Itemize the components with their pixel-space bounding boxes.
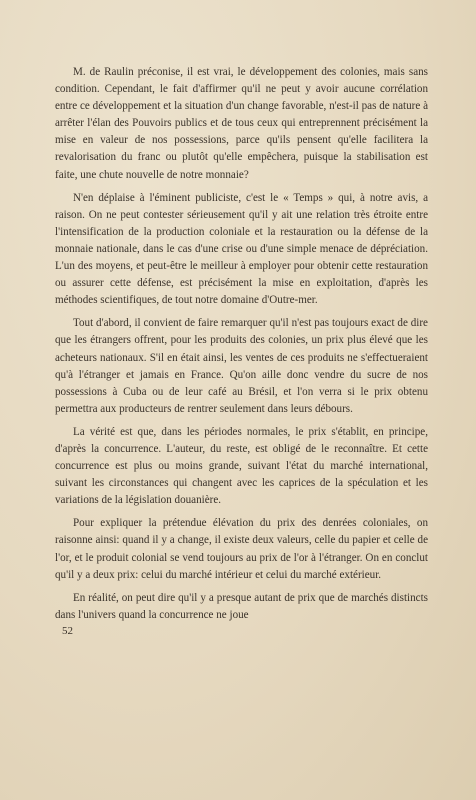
paragraph-1: M. de Raulin préconise, il est vrai, le développement des colonies, mais sans condition. Cependant, le fait d'affirmer qu'il ne peut y avoir aucune corrélation entre ce développement et la situation d'un change favorable, n'est-il pas de nature à arrêter l'élan des Pouvoirs publics et de tous ceux qui entreprennent précisément la mise en valeur de nos possessions, parce qu'ils pensent qu'elle facilitera la revalorisation du franc ou plutôt qu'elle empêchera, puisque la stabilisation est faite, une chute nouvelle de notre monnaie?	[55, 66, 428, 181]
paragraph-6: En réalité, on peut dire qu'il y a presque autant de prix que de marchés distincts dans l'univers quand la concurrence ne joue	[55, 591, 428, 621]
paragraph-3: Tout d'abord, il convient de faire remarquer qu'il n'est pas toujours exact de dire que les étrangers offrent, pour les produits des colonies, un prix plus élevé que les acheteurs nationaux. S'il en était ainsi, les ventes de ces produits ne s'effectueraient qu'à l'étranger et jamais en France. Qu'on aille donc vendre du sucre de nos possessions à Cuba ou de leur café au Brésil, et l'on verra si le prix obtenu permettra aux producteurs de rentrer seulement dans leurs débours.	[55, 317, 428, 415]
paragraph-4: La vérité est que, dans les périodes normales, le prix s'établit, en principe, d'après la concurrence. L'auteur, du reste, est obligé de le reconnaître. Et cette concurrence est plus ou moins grande, suivant l'état du marché international, suivant les circonstances qui changent avec les caprices de la spéculation et les variations de la législation douanière.	[55, 425, 428, 507]
page-number: 52	[62, 625, 73, 637]
body-text	[55, 64, 428, 624]
paragraph-2: N'en déplaise à l'éminent publiciste, c'est le « Temps » qui, à notre avis, a raison. On ne peut contester sérieusement qu'il y ait une relation très étroite entre l'intensification de la production coloniale et la restauration ou la défense de la monnaie nationale, dans le cas d'une crise ou d'une simple menace de dépréciation. L'un des moyens, et peut-être le meilleur à employer pour obtenir cette restauration ou assurer cette défense, est précisément la mise en exploitation, d'après les méthodes scientifiques, de tout notre domaine d'Outre-mer.	[55, 191, 428, 307]
paragraph-5: Pour expliquer la prétendue élévation du prix des denrées coloniales, on raisonne ainsi: quand il y a change, il existe deux valeurs, celle du papier et celle de l'or, et le produit colonial se vend toujours au prix de l'or à l'étranger. On en conclut qu'il y a deux prix: celui du marché intérieur et celui du marché extérieur.	[55, 517, 428, 581]
